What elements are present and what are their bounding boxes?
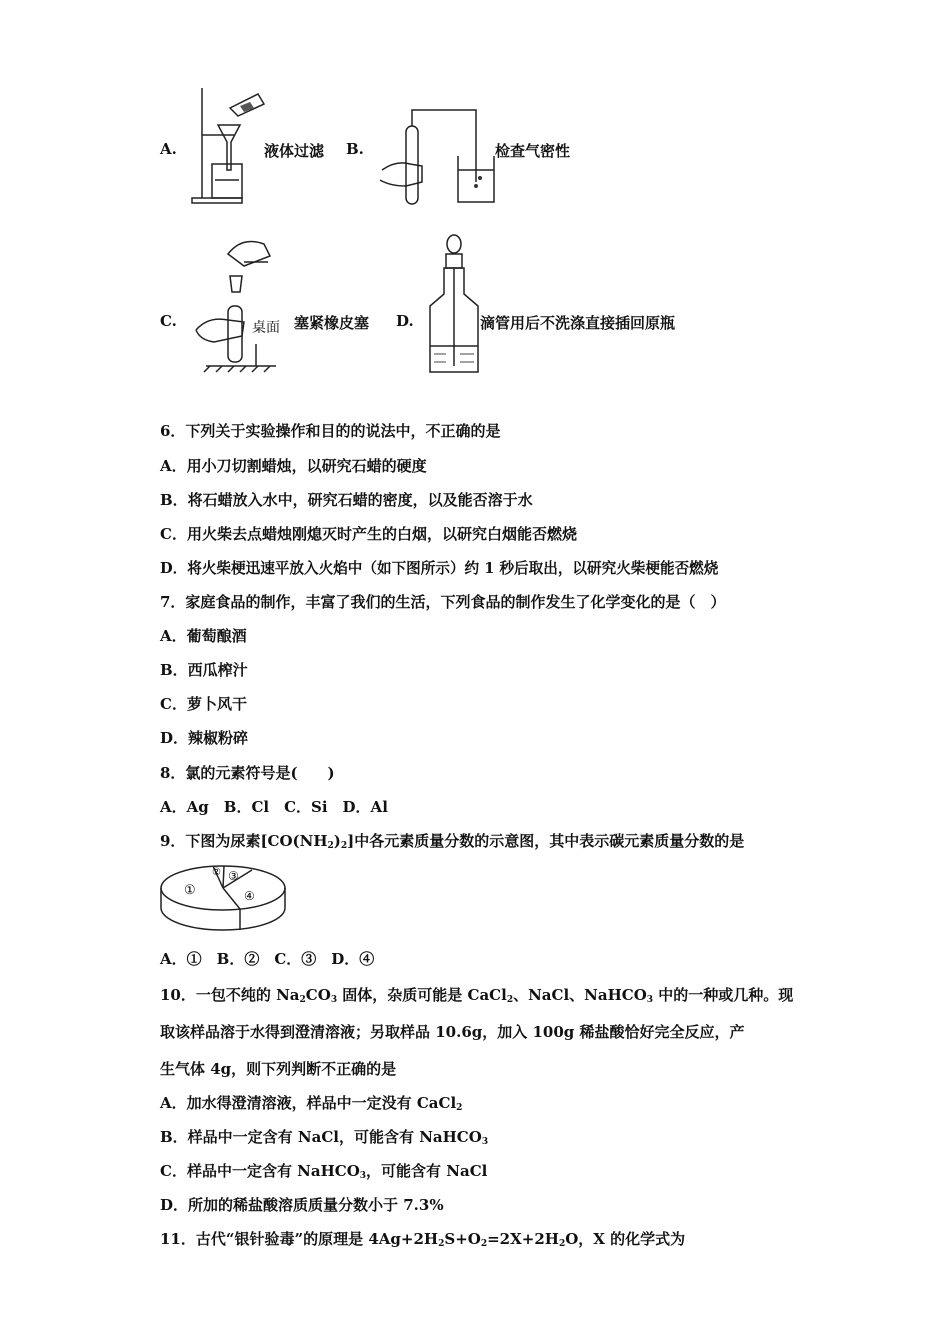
- q9-stem: 9．下图为尿素$[CO(NH_2)_2]$中各元素质量分数的示意图，其中表示碳元素质量分数的是: [160, 832, 745, 851]
- q6-stem: 6．下列关于实验操作和目的的说法中，不正确的是: [160, 422, 501, 440]
- q10-stem-line-1: 10．一包不纯的 $Na_2CO_3$ 固体，杂质可能是 CaCl$_2$、NaCl、NaHCO$_3$ 中的一种或几种。现: [160, 986, 794, 1005]
- q7-option-c: C．萝卜风干: [160, 695, 247, 713]
- q7-option-d: D．辣椒粉碎: [160, 729, 249, 747]
- q6-option-b: B．将石蜡放入水中，研究石蜡的密度，以及能否溶于水: [160, 491, 533, 509]
- urea-pie-chart: [158, 858, 288, 934]
- option-d-caption: 滴管用后不洗涤直接插回原瓶: [480, 314, 676, 332]
- pie-label-1: ①: [184, 883, 196, 898]
- pie-label-2: ②: [212, 867, 221, 878]
- q10-option-d: D．所加的稀盐酸溶质质量分数小于 7.3%: [160, 1196, 444, 1214]
- q6-option-c: C．用火柴去点蜡烛刚熄灭时产生的白烟，以研究白烟能否燃烧: [160, 525, 577, 543]
- pie-label-4: ④: [244, 889, 255, 903]
- option-d-letter: D.: [396, 312, 414, 330]
- option-c-letter: C.: [160, 312, 177, 330]
- q8-options: A．Ag B．Cl C．Si D．Al: [160, 798, 388, 816]
- q10-stem-line-2: 取该样品溶于水得到澄清溶液；另取样品 10.6g，加入 100g 稀盐酸恰好完全反应，产: [160, 1023, 745, 1041]
- pie-label-3: ③: [228, 869, 239, 883]
- filtration-apparatus-figure: [188, 80, 268, 208]
- q6-option-a: A．用小刀切割蜡烛，以研究石蜡的硬度: [160, 457, 427, 475]
- stopper-insertion-figure: [194, 236, 290, 374]
- q11-stem: 11．古代“银针验毒”的原理是 $4Ag+2H_2S+O_2=2X+2H_2O$，X 的化学式为: [160, 1230, 686, 1249]
- q9-options: A．① B．② C．③ D．④: [160, 950, 375, 968]
- airtightness-check-figure: [376, 104, 496, 208]
- q6-option-d: D．将火柴梗迅速平放入火焰中（如下图所示）约 1 秒后取出，以研究火柴梗能否燃烧: [160, 560, 719, 577]
- option-a-letter: A.: [160, 140, 177, 158]
- q7-option-a: A．葡萄酿酒: [160, 627, 247, 645]
- option-b-letter: B.: [346, 140, 364, 158]
- q10-option-a: A．加水得澄清溶液，样品中一定没有 CaCl$_2$: [160, 1094, 463, 1113]
- q10-stem-line-3: 生气体 4g，则下列判断不正确的是: [160, 1060, 397, 1078]
- option-a-caption: 液体过滤: [264, 142, 325, 160]
- table-surface-label: 桌面: [252, 320, 280, 336]
- q10-option-b: B．样品中一定含有 NaCl，可能含有 NaHCO$_3$: [160, 1128, 489, 1147]
- q7-option-b: B．西瓜榨汁: [160, 661, 248, 679]
- q10-option-c: C．样品中一定含有 NaHCO$_3$，可能含有 NaCl: [160, 1162, 488, 1181]
- option-b-caption: 检查气密性: [495, 142, 571, 160]
- dropper-bottle-figure: [424, 234, 484, 376]
- q8-stem: 8．氯的元素符号是( ): [160, 764, 335, 782]
- option-c-caption: 塞紧橡皮塞: [294, 314, 370, 332]
- q7-stem: 7．家庭食品的制作，丰富了我们的生活，下列食品的制作发生了化学变化的是（ ）: [160, 593, 726, 611]
